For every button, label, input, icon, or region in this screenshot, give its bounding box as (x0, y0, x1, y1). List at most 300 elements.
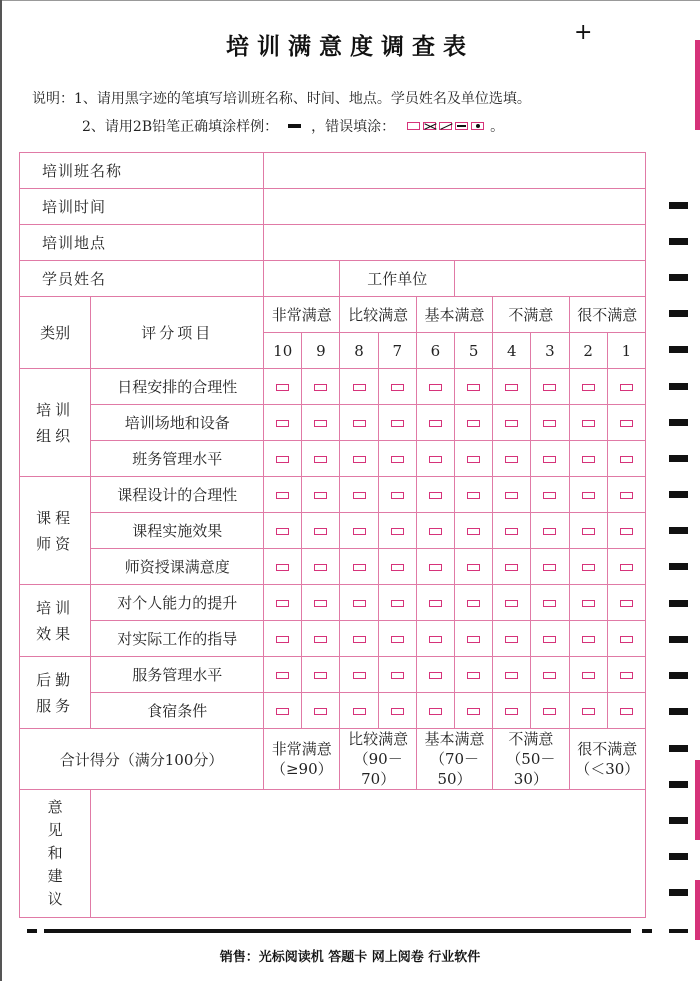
bubble-cell[interactable] (264, 657, 302, 693)
answer-bubble[interactable] (314, 564, 327, 571)
bubble-cell[interactable] (531, 585, 569, 621)
bubble-cell[interactable] (378, 657, 416, 693)
bubble-cell[interactable] (302, 405, 340, 441)
timing-mark (669, 563, 688, 570)
timing-mark (669, 346, 688, 353)
answer-bubble[interactable] (467, 672, 480, 679)
wrong-fill-dot-icon (471, 122, 484, 130)
category-cell (20, 585, 91, 657)
bubble-cell[interactable] (416, 549, 454, 585)
answer-bubble[interactable] (620, 456, 633, 463)
bubble-cell[interactable] (455, 477, 493, 513)
timing-mark (669, 238, 688, 245)
score-header: 2 (569, 333, 607, 369)
instruction-line-2 (82, 116, 504, 136)
bubble-cell[interactable] (340, 405, 378, 441)
category-line: 组织 (36, 426, 75, 445)
answer-bubble[interactable] (353, 564, 366, 571)
bubble-cell[interactable] (416, 657, 454, 693)
answer-bubble[interactable] (505, 420, 518, 427)
answer-bubble[interactable] (543, 564, 556, 571)
bubble-cell[interactable] (378, 477, 416, 513)
bubble-cell[interactable] (569, 621, 607, 657)
category-line: 后勤 (36, 670, 75, 689)
item-label: 课程设计的合理性 (91, 477, 264, 513)
answer-bubble[interactable] (582, 528, 595, 535)
comments-field[interactable] (91, 790, 646, 918)
rating-row (20, 585, 646, 621)
bubble-cell[interactable] (493, 621, 531, 657)
registration-cross: + (574, 20, 593, 45)
answer-bubble[interactable] (582, 564, 595, 571)
bubble-cell[interactable] (416, 477, 454, 513)
answer-bubble[interactable] (429, 384, 442, 391)
bubble-cell[interactable] (264, 585, 302, 621)
category-cell (20, 657, 91, 729)
bubble-cell[interactable] (455, 621, 493, 657)
category-line: 培训 (36, 598, 75, 617)
bubble-cell[interactable] (569, 369, 607, 405)
answer-bubble[interactable] (467, 492, 480, 499)
answer-bubble[interactable] (429, 636, 442, 643)
answer-bubble[interactable] (429, 420, 442, 427)
bubble-cell[interactable] (378, 441, 416, 477)
answer-bubble[interactable] (353, 420, 366, 427)
answer-bubble[interactable] (276, 672, 289, 679)
answer-bubble[interactable] (582, 636, 595, 643)
answer-bubble[interactable] (276, 564, 289, 571)
place-field[interactable] (264, 225, 646, 261)
bubble-cell[interactable] (340, 621, 378, 657)
level-header: 比较满意 (340, 297, 416, 333)
category-line: 课程 (36, 508, 75, 527)
answer-bubble[interactable] (543, 384, 556, 391)
answer-bubble[interactable] (620, 672, 633, 679)
answer-bubble[interactable] (582, 708, 595, 715)
bubble-cell[interactable] (455, 657, 493, 693)
frame-top-line (0, 0, 700, 1)
frame-left-line (0, 0, 2, 981)
answer-bubble[interactable] (429, 528, 442, 535)
answer-bubble[interactable] (391, 600, 404, 607)
answer-bubble[interactable] (429, 600, 442, 607)
bubble-cell[interactable] (264, 441, 302, 477)
category-line: 师资 (36, 534, 75, 553)
bubble-cell[interactable] (378, 549, 416, 585)
bubble-cell[interactable] (569, 441, 607, 477)
answer-bubble[interactable] (314, 708, 327, 715)
answer-bubble[interactable] (582, 672, 595, 679)
bubble-cell[interactable] (569, 513, 607, 549)
class-name-label: 培训班名称 (20, 153, 264, 189)
bubble-cell[interactable] (264, 693, 302, 729)
bubble-cell[interactable] (569, 693, 607, 729)
place-label: 培训地点 (20, 225, 264, 261)
bubble-cell[interactable] (302, 657, 340, 693)
answer-bubble[interactable] (314, 420, 327, 427)
page-title: 培训满意度调查表 (226, 33, 474, 60)
bubble-cell[interactable] (531, 657, 569, 693)
bubble-cell[interactable] (455, 693, 493, 729)
answer-bubble[interactable] (353, 600, 366, 607)
bubble-cell[interactable] (378, 513, 416, 549)
bubble-cell[interactable] (607, 477, 645, 513)
rating-row (20, 405, 646, 441)
score-header: 7 (378, 333, 416, 369)
bubble-cell[interactable] (493, 513, 531, 549)
answer-bubble[interactable] (543, 672, 556, 679)
bubble-cell[interactable] (569, 657, 607, 693)
bottom-timing-mark (669, 929, 688, 933)
answer-bubble[interactable] (314, 600, 327, 607)
answer-bubble[interactable] (391, 672, 404, 679)
timing-mark (669, 672, 688, 679)
timing-mark (669, 889, 688, 896)
answer-bubble[interactable] (391, 708, 404, 715)
category-cell (20, 369, 91, 477)
total-range-value: （70－50） (429, 750, 480, 788)
answer-bubble[interactable] (505, 672, 518, 679)
score-header: 1 (607, 333, 645, 369)
bubble-cell[interactable] (378, 405, 416, 441)
rating-row (20, 549, 646, 585)
answer-bubble[interactable] (582, 384, 595, 391)
bubble-cell[interactable] (493, 405, 531, 441)
bubble-cell[interactable] (455, 513, 493, 549)
answer-bubble[interactable] (582, 420, 595, 427)
bubble-cell[interactable] (493, 477, 531, 513)
answer-bubble[interactable] (391, 456, 404, 463)
answer-bubble[interactable] (391, 384, 404, 391)
survey-table (19, 152, 646, 918)
answer-bubble[interactable] (582, 456, 595, 463)
comments-label-char: 意 (47, 798, 63, 816)
timing-mark (669, 853, 688, 860)
rating-row (20, 513, 646, 549)
bubble-cell[interactable] (416, 405, 454, 441)
timing-mark (669, 274, 688, 281)
wrong-fill-slash-icon (439, 122, 452, 130)
bubble-cell[interactable] (607, 369, 645, 405)
bubble-cell[interactable] (493, 585, 531, 621)
answer-bubble[interactable] (505, 384, 518, 391)
answer-bubble[interactable] (543, 636, 556, 643)
bubble-cell[interactable] (493, 549, 531, 585)
timing-mark (669, 310, 688, 317)
bottom-timing-mark (642, 929, 652, 933)
answer-bubble[interactable] (543, 456, 556, 463)
bubble-cell[interactable] (264, 621, 302, 657)
bubble-cell[interactable] (531, 441, 569, 477)
instruction-mid: ，错误填涂： (311, 119, 396, 135)
answer-bubble[interactable] (467, 528, 480, 535)
bubble-cell[interactable] (340, 477, 378, 513)
class-name-field[interactable] (264, 153, 646, 189)
total-range-cell[interactable] (493, 729, 569, 790)
bubble-cell[interactable] (378, 693, 416, 729)
bubble-cell[interactable] (340, 549, 378, 585)
category-cell (20, 477, 91, 585)
correct-fill-sample-icon (288, 124, 301, 128)
bubble-cell[interactable] (531, 405, 569, 441)
item-label: 培训场地和设备 (91, 405, 264, 441)
item-label: 对实际工作的指导 (91, 621, 264, 657)
bubble-cell[interactable] (416, 693, 454, 729)
bubble-cell[interactable] (607, 513, 645, 549)
answer-bubble[interactable] (276, 384, 289, 391)
rating-row (20, 693, 646, 729)
bubble-cell[interactable] (455, 369, 493, 405)
answer-bubble[interactable] (467, 420, 480, 427)
bubble-cell[interactable] (340, 441, 378, 477)
bubble-cell[interactable] (531, 693, 569, 729)
bubble-cell[interactable] (416, 441, 454, 477)
answer-bubble[interactable] (314, 672, 327, 679)
bubble-cell[interactable] (340, 585, 378, 621)
timing-mark (669, 781, 688, 788)
bubble-cell[interactable] (340, 693, 378, 729)
bubble-cell[interactable] (569, 405, 607, 441)
wrong-fill-cross-icon (423, 122, 436, 130)
rating-row (20, 441, 646, 477)
bubble-cell[interactable] (493, 441, 531, 477)
bubble-cell[interactable] (455, 585, 493, 621)
bubble-cell[interactable] (569, 585, 607, 621)
instruction-prefix: 2、请用2B铅笔正确填涂样例： (82, 119, 279, 135)
answer-bubble[interactable] (620, 492, 633, 499)
answer-bubble[interactable] (620, 420, 633, 427)
category-line: 服务 (36, 696, 75, 715)
answer-bubble[interactable] (505, 528, 518, 535)
bubble-cell[interactable] (569, 549, 607, 585)
total-range-level: 不满意 (508, 730, 554, 748)
bubble-cell[interactable] (264, 369, 302, 405)
answer-bubble[interactable] (276, 528, 289, 535)
rating-row (20, 477, 646, 513)
bubble-cell[interactable] (302, 621, 340, 657)
score-header: 6 (416, 333, 454, 369)
answer-bubble[interactable] (467, 564, 480, 571)
bubble-cell[interactable] (607, 405, 645, 441)
answer-bubble[interactable] (314, 492, 327, 499)
timing-mark (669, 455, 688, 462)
total-range-level: 很不满意 (577, 740, 638, 758)
item-label: 日程安排的合理性 (91, 369, 264, 405)
total-range-value: （90－70） (353, 750, 403, 788)
work-unit-label: 工作单位 (340, 261, 455, 297)
answer-bubble[interactable] (620, 564, 633, 571)
total-range-value: （50－30） (506, 750, 556, 788)
answer-bubble[interactable] (353, 708, 366, 715)
answer-bubble[interactable] (505, 600, 518, 607)
answer-bubble[interactable] (276, 456, 289, 463)
answer-bubble[interactable] (429, 708, 442, 715)
work-unit-field[interactable] (455, 261, 646, 297)
bubble-cell[interactable] (378, 621, 416, 657)
bubble-cell[interactable] (264, 513, 302, 549)
bubble-cell[interactable] (531, 477, 569, 513)
total-range-level: 非常满意 (271, 740, 332, 758)
answer-bubble[interactable] (467, 708, 480, 715)
answer-bubble[interactable] (391, 564, 404, 571)
total-range-cell[interactable] (340, 729, 416, 790)
category-line: 培训 (36, 400, 75, 419)
bubble-cell[interactable] (607, 549, 645, 585)
bubble-cell[interactable] (340, 657, 378, 693)
answer-bubble[interactable] (314, 384, 327, 391)
answer-bubble[interactable] (314, 636, 327, 643)
answer-bubble[interactable] (543, 708, 556, 715)
answer-bubble[interactable] (505, 456, 518, 463)
total-range-level: 比较满意 (348, 730, 409, 748)
answer-bubble[interactable] (505, 636, 518, 643)
answer-bubble[interactable] (429, 456, 442, 463)
answer-bubble[interactable] (467, 600, 480, 607)
bubble-cell[interactable] (340, 369, 378, 405)
total-range-value: （≥90） (270, 760, 333, 778)
timing-mark (669, 817, 688, 824)
bubble-cell[interactable] (569, 477, 607, 513)
item-label: 食宿条件 (91, 693, 264, 729)
bubble-cell[interactable] (302, 369, 340, 405)
item-label: 班务管理水平 (91, 441, 264, 477)
score-header: 10 (264, 333, 302, 369)
answer-bubble[interactable] (276, 708, 289, 715)
answer-bubble[interactable] (620, 600, 633, 607)
answer-bubble[interactable] (620, 636, 633, 643)
bubble-cell[interactable] (302, 693, 340, 729)
answer-bubble[interactable] (543, 600, 556, 607)
answer-bubble[interactable] (467, 384, 480, 391)
total-range-cell[interactable] (569, 729, 645, 790)
answer-bubble[interactable] (314, 456, 327, 463)
answer-bubble[interactable] (314, 528, 327, 535)
bubble-cell[interactable] (416, 585, 454, 621)
answer-bubble[interactable] (620, 384, 633, 391)
bubble-cell[interactable] (531, 369, 569, 405)
answer-bubble[interactable] (582, 600, 595, 607)
timing-mark (669, 600, 688, 607)
answer-bubble[interactable] (505, 564, 518, 571)
answer-bubble[interactable] (620, 708, 633, 715)
bubble-cell[interactable] (607, 693, 645, 729)
bubble-cell[interactable] (264, 549, 302, 585)
timing-mark (669, 419, 688, 426)
answer-bubble[interactable] (391, 492, 404, 499)
answer-bubble[interactable] (582, 492, 595, 499)
bubble-cell[interactable] (264, 477, 302, 513)
answer-bubble[interactable] (505, 492, 518, 499)
total-range-cell[interactable] (416, 729, 492, 790)
timing-mark (669, 527, 688, 534)
bottom-timing-mark (27, 929, 37, 933)
bubble-cell[interactable] (416, 369, 454, 405)
total-score-label: 合计得分（满分100分） (20, 729, 264, 790)
answer-bubble[interactable] (505, 708, 518, 715)
answer-bubble[interactable] (543, 492, 556, 499)
comments-label-char: 建 (47, 867, 63, 885)
bubble-cell[interactable] (607, 657, 645, 693)
bubble-cell[interactable] (302, 513, 340, 549)
answer-bubble[interactable] (467, 636, 480, 643)
answer-bubble[interactable] (429, 492, 442, 499)
answer-bubble[interactable] (276, 492, 289, 499)
time-field[interactable] (264, 189, 646, 225)
answer-bubble[interactable] (353, 492, 366, 499)
answer-bubble[interactable] (391, 420, 404, 427)
bubble-cell[interactable] (607, 585, 645, 621)
answer-bubble[interactable] (543, 528, 556, 535)
score-header: 8 (340, 333, 378, 369)
bubble-cell[interactable] (531, 621, 569, 657)
rating-row (20, 621, 646, 657)
item-label: 服务管理水平 (91, 657, 264, 693)
bubble-cell[interactable] (607, 621, 645, 657)
score-header: 4 (493, 333, 531, 369)
total-range-value: （＜30） (575, 760, 640, 778)
answer-bubble[interactable] (467, 456, 480, 463)
edge-marker (695, 760, 700, 840)
answer-bubble[interactable] (276, 636, 289, 643)
total-range-cell[interactable] (264, 729, 340, 790)
bubble-cell[interactable] (378, 585, 416, 621)
bubble-cell[interactable] (531, 513, 569, 549)
answer-bubble[interactable] (276, 420, 289, 427)
answer-bubble[interactable] (276, 600, 289, 607)
category-header: 类别 (20, 297, 91, 369)
bubble-cell[interactable] (493, 657, 531, 693)
answer-bubble[interactable] (429, 672, 442, 679)
answer-bubble[interactable] (543, 420, 556, 427)
bubble-cell[interactable] (493, 693, 531, 729)
wrong-fill-check-icon (407, 122, 420, 130)
bubble-cell[interactable] (378, 369, 416, 405)
bubble-cell[interactable] (264, 405, 302, 441)
answer-bubble[interactable] (429, 564, 442, 571)
instruction-line-1: 说明：1、请用黑字迹的笔填写培训班名称、时间、地点。学员姓名及单位选填。 (32, 91, 531, 107)
answer-bubble[interactable] (353, 456, 366, 463)
bottom-timing-line (44, 929, 631, 933)
answer-bubble[interactable] (620, 528, 633, 535)
bubble-cell[interactable] (493, 369, 531, 405)
level-header: 不满意 (493, 297, 569, 333)
bubble-cell[interactable] (340, 513, 378, 549)
bubble-cell[interactable] (302, 477, 340, 513)
bubble-cell[interactable] (531, 549, 569, 585)
answer-bubble[interactable] (391, 636, 404, 643)
answer-bubble[interactable] (353, 636, 366, 643)
answer-bubble[interactable] (353, 384, 366, 391)
bubble-cell[interactable] (416, 621, 454, 657)
student-name-field[interactable] (264, 261, 340, 297)
footer-text: 销售：光标阅读机 答题卡 网上阅卷 行业软件 (219, 950, 481, 965)
comments-label-char: 议 (47, 890, 63, 908)
answer-bubble[interactable] (353, 528, 366, 535)
bubble-cell[interactable] (455, 549, 493, 585)
answer-bubble[interactable] (353, 672, 366, 679)
answer-bubble[interactable] (391, 528, 404, 535)
bubble-cell[interactable] (416, 513, 454, 549)
bubble-cell[interactable] (607, 441, 645, 477)
bubble-cell[interactable] (302, 441, 340, 477)
bubble-cell[interactable] (302, 549, 340, 585)
bubble-cell[interactable] (455, 405, 493, 441)
bubble-cell[interactable] (455, 441, 493, 477)
timing-mark (669, 636, 688, 643)
level-header: 很不满意 (569, 297, 645, 333)
bubble-cell[interactable] (302, 585, 340, 621)
level-header: 基本满意 (416, 297, 492, 333)
